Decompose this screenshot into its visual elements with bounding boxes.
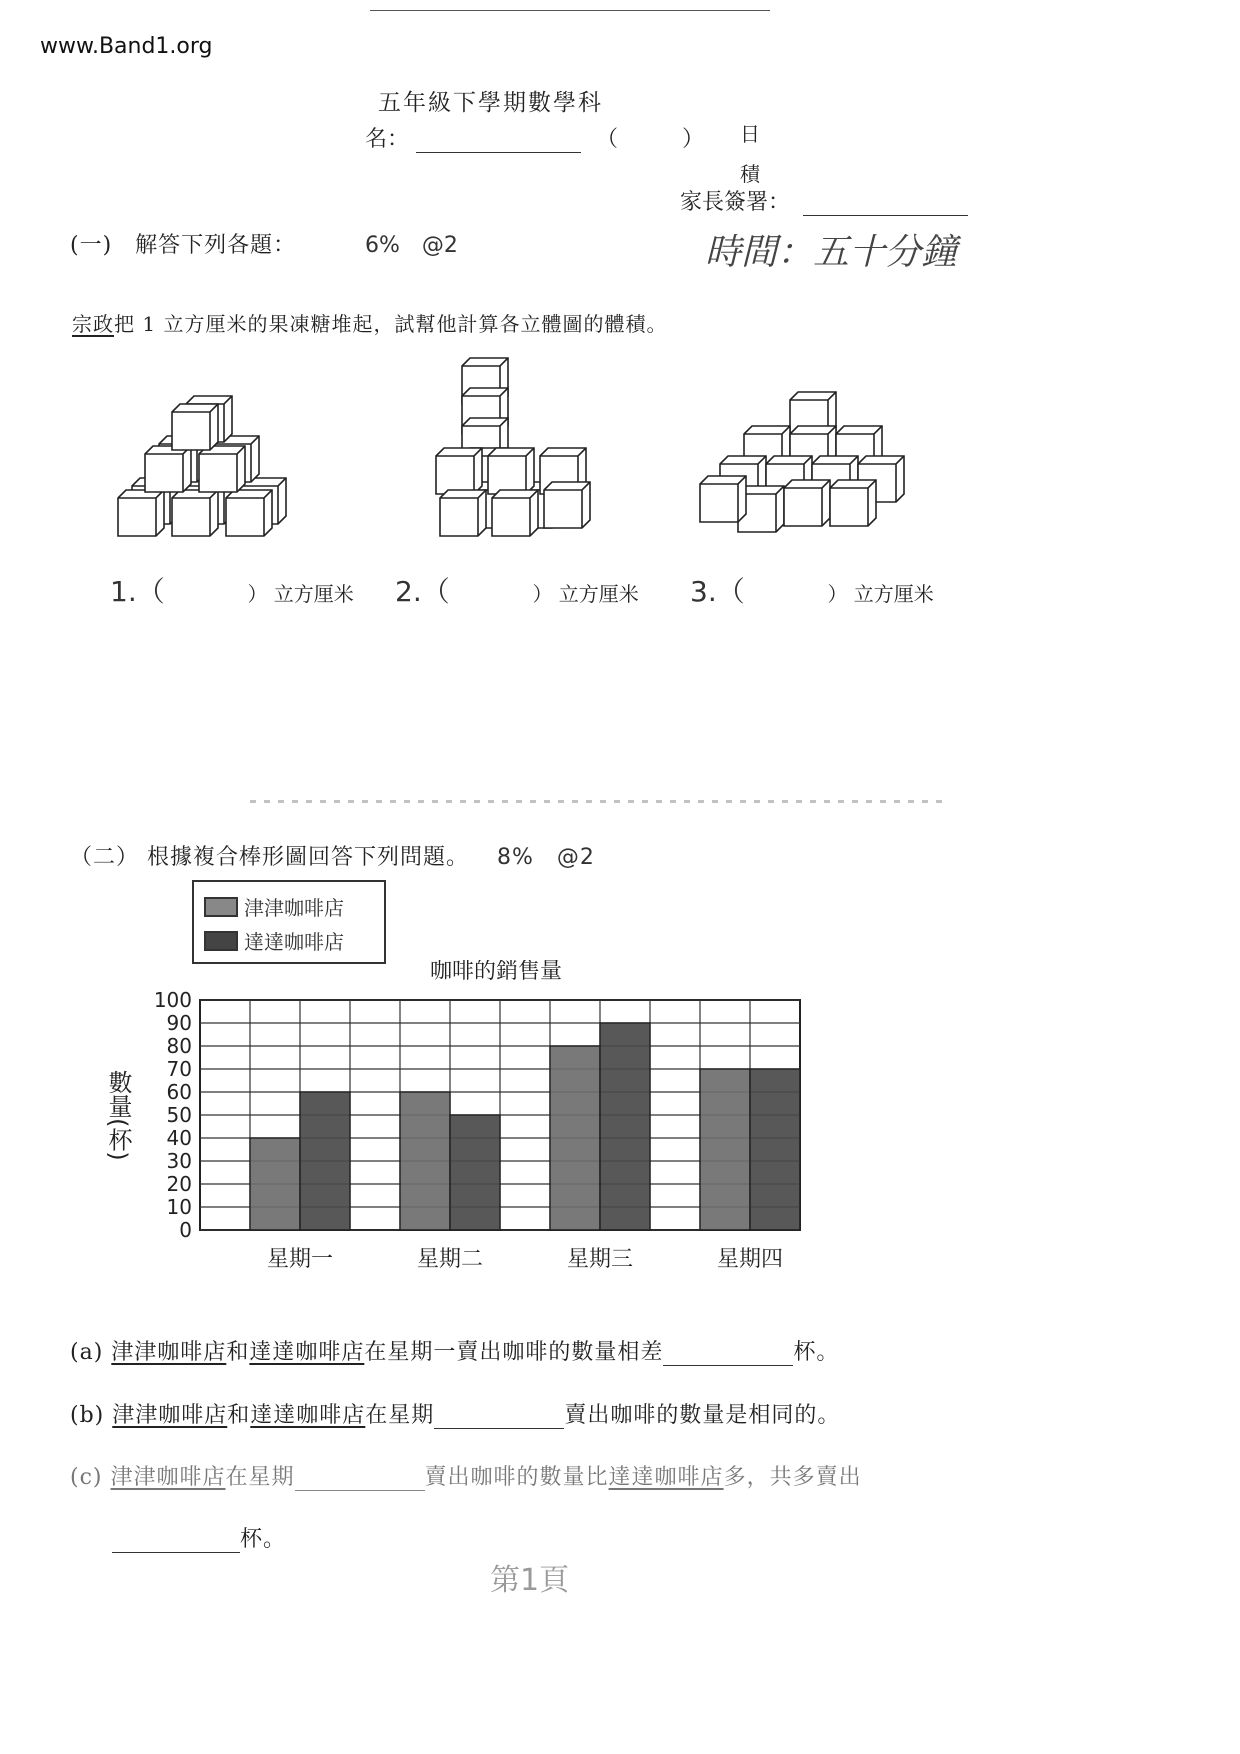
name-row [365, 122, 704, 153]
y-tick-label: 10 [166, 1195, 192, 1219]
question-b-and: 和 [227, 1403, 251, 1428]
question-a-text: 在星期一賣出咖啡的數量相差 [364, 1340, 664, 1365]
top-rule [370, 10, 770, 11]
legend-item-jinjin [204, 892, 344, 921]
y-tick-label: 0 [179, 1218, 192, 1242]
question-c-blank-amount[interactable] [112, 1552, 240, 1553]
question-a [70, 1335, 839, 1366]
section2-heading-text: （二） 根據複合棒形圖回答下列問題。 [70, 845, 469, 870]
figure-1-pyramid [118, 396, 286, 536]
legend-swatch-jinjin [204, 897, 238, 917]
y-tick-label: 50 [166, 1103, 192, 1127]
answer-2 [395, 570, 639, 610]
y-tick-label: 40 [166, 1126, 192, 1150]
answer-1-unit: 立方厘米 [273, 582, 354, 606]
answer-1-num: 1.（ [110, 575, 165, 608]
name-label: 名： [365, 127, 410, 152]
bar [700, 1069, 750, 1230]
y-tick-label: 20 [166, 1172, 192, 1196]
bar [250, 1138, 300, 1230]
x-category-label: 星期四 [716, 1247, 784, 1272]
x-category-label: 星期一 [266, 1247, 334, 1272]
bar [550, 1046, 600, 1230]
y-tick-label: 100 [153, 988, 192, 1012]
bar [600, 1023, 650, 1230]
y-tick-label: 60 [166, 1080, 192, 1104]
legend-swatch-dada [204, 931, 238, 951]
instruction-name: 宗政 [72, 312, 114, 336]
question-c-text: 在星期 [225, 1465, 295, 1490]
score-label: 積 [740, 162, 760, 186]
chart-title: 咖啡的銷售量 [430, 960, 563, 984]
bar [450, 1115, 500, 1230]
section2-marks: 8% @2 [497, 845, 595, 870]
question-c-blank-day[interactable] [295, 1490, 425, 1491]
section1-marks: 6% @2 [365, 233, 458, 258]
page-mark: 第1頁 [490, 1563, 570, 1598]
question-a-shop2: 達達咖啡店 [249, 1340, 365, 1365]
answer-1 [110, 570, 354, 610]
day-label: 日 [740, 122, 760, 146]
question-c-end: 多，共多賣出 [723, 1465, 862, 1490]
question-b-label: (b) [70, 1403, 105, 1428]
question-b-shop1: 津津咖啡店 [112, 1403, 228, 1428]
site-url: www.Band1.org [40, 34, 213, 59]
question-c-shop1: 津津咖啡店 [110, 1465, 226, 1490]
section2-heading [70, 840, 595, 871]
answer-3-unit: 立方厘米 [853, 582, 934, 606]
question-a-label: (a) [70, 1340, 104, 1365]
parent-sign-blank[interactable] [803, 215, 968, 216]
y-tick-label: 30 [166, 1149, 192, 1173]
answer-1-close: ） [247, 582, 268, 606]
cube-figures [0, 340, 1240, 560]
instruction [72, 308, 667, 337]
scan-noise-line [250, 800, 950, 803]
answer-2-close: ） [532, 582, 553, 606]
bar [750, 1069, 800, 1230]
question-a-and: 和 [226, 1340, 250, 1365]
legend-item-dada [204, 926, 344, 955]
parent-sign-row [680, 185, 968, 216]
legend-label-dada: 達達咖啡店 [244, 930, 344, 954]
answer-2-unit: 立方厘米 [558, 582, 639, 606]
answer-3-close: ） [827, 582, 848, 606]
question-c [70, 1460, 862, 1491]
handwritten-time: 時間：五十分鐘 [705, 232, 958, 273]
y-axis-label: 數量(杯) [104, 1070, 132, 1161]
question-a-blank[interactable] [663, 1365, 793, 1366]
answer-2-num: 2.（ [395, 575, 450, 608]
question-b-text: 在星期 [365, 1403, 435, 1428]
figure-3-steps [700, 392, 904, 532]
name-blank[interactable] [416, 152, 581, 153]
question-b-blank[interactable] [434, 1428, 564, 1429]
question-a-end: 杯。 [793, 1340, 840, 1365]
chart-legend [192, 880, 386, 964]
question-b-end: 賣出咖啡的數量是相同的。 [564, 1403, 841, 1428]
answer-3-num: 3.（ [690, 575, 745, 608]
page-title: 五年級下學期數學科 [378, 90, 603, 116]
answer-3 [690, 570, 934, 610]
parent-sign-label: 家長簽署： [680, 190, 791, 215]
question-c-line2 [112, 1522, 286, 1553]
question-c-end2: 杯。 [240, 1527, 287, 1552]
section1-heading: (一) 解答下列各題： [70, 233, 297, 258]
question-c-label: (c) [70, 1465, 103, 1490]
bar [400, 1092, 450, 1230]
question-b [70, 1398, 840, 1429]
figure-2-tower [436, 358, 590, 536]
y-tick-label: 90 [166, 1011, 192, 1035]
class-paren-close: ） [682, 127, 705, 152]
question-a-shop1: 津津咖啡店 [111, 1340, 227, 1365]
y-tick-label: 80 [166, 1034, 192, 1058]
bar [300, 1092, 350, 1230]
question-c-shop2: 達達咖啡店 [608, 1465, 724, 1490]
y-tick-label: 70 [166, 1057, 192, 1081]
class-paren-open: （ [596, 127, 619, 152]
question-b-shop2: 達達咖啡店 [250, 1403, 366, 1428]
legend-label-jinjin: 津津咖啡店 [244, 896, 344, 920]
bar-chart [100, 960, 820, 1320]
question-c-mid: 賣出咖啡的數量比 [424, 1465, 609, 1490]
x-category-label: 星期二 [416, 1247, 484, 1272]
instruction-text: 把 1 立方厘米的果凍糖堆起，試幫他計算各立體圖的體積。 [114, 312, 668, 336]
x-category-label: 星期三 [566, 1247, 634, 1272]
